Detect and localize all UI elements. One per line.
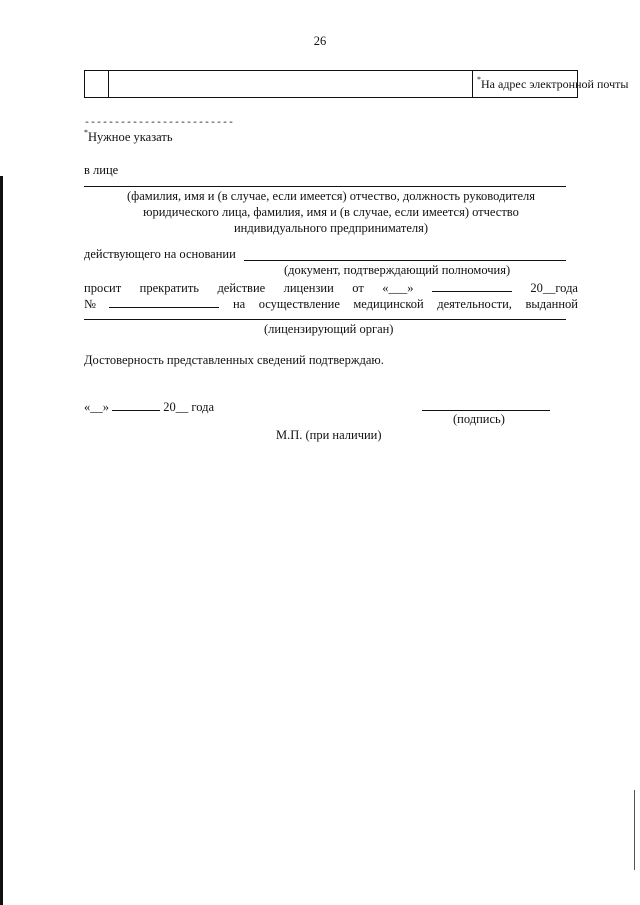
request-word: от xyxy=(352,281,364,295)
request-word: действие xyxy=(217,281,266,295)
signature-blank-line xyxy=(422,410,550,411)
document-caption: (документ, подтверждающий полномочия) xyxy=(284,263,511,277)
request-word: просит xyxy=(84,281,122,295)
footnote-separator: ------------------------- xyxy=(84,118,235,129)
page-number: 26 xyxy=(313,34,327,48)
name-caption xyxy=(84,188,578,236)
request-word: прекратить xyxy=(139,281,199,295)
stamp-label: М.П. (при наличии) xyxy=(276,428,382,442)
date-line xyxy=(84,398,214,415)
name-caption-line-2: юридического лица, фамилия, имя и (в случае, если имеется) отчество xyxy=(143,205,519,219)
date-year-field: 20__ года xyxy=(163,400,214,414)
activity-word: осуществление xyxy=(258,297,340,311)
request-word: лицензии xyxy=(283,281,334,295)
table-cell-value xyxy=(109,71,473,97)
date-month-blank xyxy=(432,279,512,292)
activity-word: на xyxy=(232,297,246,311)
contact-table xyxy=(84,70,629,98)
confirmation-statement: Достоверность представленных сведений подтверждаю. xyxy=(84,353,384,367)
activity-word: деятельности, xyxy=(437,297,512,311)
footnote-marker: * xyxy=(477,75,481,84)
table-cell-index xyxy=(85,71,109,97)
footnote-text: Нужное указать xyxy=(88,130,173,144)
in-person-label: в лице xyxy=(84,163,119,177)
table-cell-email-label xyxy=(473,71,629,97)
activity-word: медицинской xyxy=(353,297,424,311)
date-day-field: «___» xyxy=(382,281,414,295)
date-year-field: 20__года xyxy=(530,281,578,295)
activity-word: выданной xyxy=(525,297,578,311)
licensing-body-blank-line xyxy=(84,319,566,320)
activity-row xyxy=(84,295,578,312)
scan-edge-right xyxy=(634,790,635,870)
number-sign: № xyxy=(84,297,96,311)
scan-edge-left xyxy=(0,176,3,905)
acting-basis-blank-line xyxy=(244,260,566,261)
license-number-blank xyxy=(109,295,219,308)
request-row xyxy=(84,279,578,296)
date-month-blank xyxy=(112,398,160,411)
signature-caption: (подпись) xyxy=(453,412,505,426)
name-blank-line xyxy=(84,186,566,187)
email-label: На адрес электронной почты xyxy=(481,77,629,91)
name-caption-line-3: индивидуального предпринимателя) xyxy=(233,221,429,235)
name-caption-line-1: (фамилия, имя и (в случае, если имеется) отчество, должность руководителя xyxy=(126,189,536,203)
licensing-body-caption: (лицензирующий орган) xyxy=(264,322,394,336)
footnote xyxy=(84,130,173,145)
acting-basis-label: действующего на основании xyxy=(84,247,236,261)
footnote-marker: * xyxy=(84,128,88,137)
date-day-field: «__» xyxy=(84,400,109,414)
